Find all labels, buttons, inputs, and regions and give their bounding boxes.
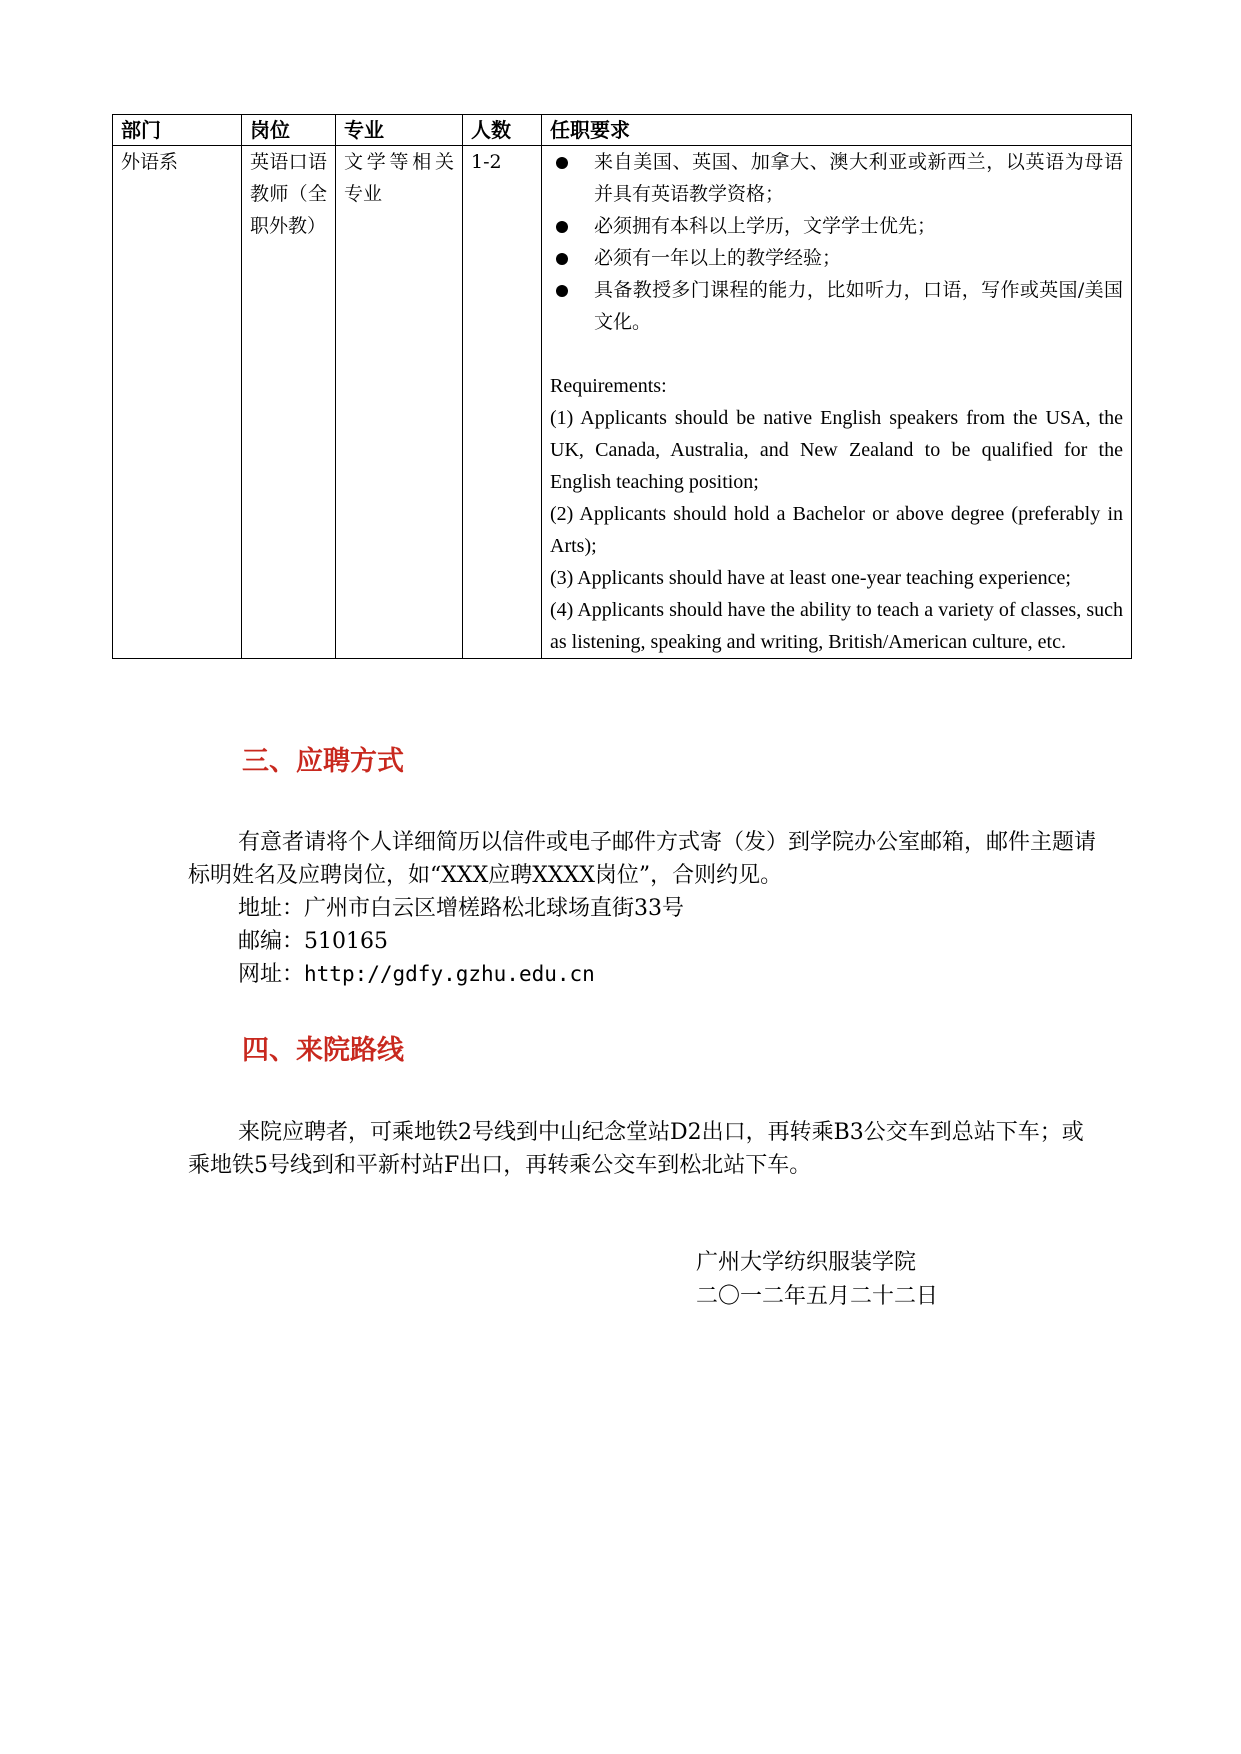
header-requirements: 任职要求: [542, 115, 1132, 146]
signature-date: 二〇一二年五月二十二日: [696, 1284, 939, 1309]
list-item: 必须拥有本科以上学历，文学学士优先；: [550, 210, 1123, 242]
requirements-en-title: Requirements:: [550, 375, 667, 397]
bullet-icon: [556, 221, 568, 233]
requirement-en-item: (2) Applicants should hold a Bachelor or above degree (preferably in Arts);: [550, 503, 1123, 557]
header-department: 部门: [113, 115, 242, 146]
requirements-en: [550, 370, 1123, 658]
address-line: 地址：广州市白云区增槎路松北球场直街33号: [238, 896, 684, 921]
signature-org: 广州大学纺织服装学院: [696, 1250, 917, 1275]
header-position: 岗位: [242, 115, 336, 146]
requirement-en-item: (3) Applicants should have at least one-year teaching experience;: [550, 567, 1071, 589]
bullet-icon: [556, 253, 568, 265]
job-table: [112, 114, 1132, 659]
list-item: 具备教授多门课程的能力，比如听力，口语，写作或英国/美国文化。: [550, 274, 1123, 338]
section-title-application: 三、应聘方式: [242, 746, 404, 777]
requirement-en-item: (1) Applicants should be native English speakers from the USA, the UK, Canada, Australia, and New Zealand to be qualified for the English teaching position;: [550, 407, 1123, 493]
header-major: 专业: [336, 115, 463, 146]
cell-position: 英语口语教师（全职外教）: [242, 146, 336, 659]
table-row: [113, 146, 1132, 659]
bullet-icon: [556, 157, 568, 169]
requirement-en-item: (4) Applicants should have the ability to teach a variety of classes, such as listening, speaking and writing, British/American culture, etc.: [550, 599, 1123, 653]
route-text: 来院应聘者，可乘地铁2号线到中山纪念堂站D2出口，再转乘B3公交车到总站下车；或乘地铁5号线到和平新村站F出口，再转乘公交车到松北站下车。: [188, 1120, 1084, 1178]
postcode-line: 邮编：510165: [238, 929, 388, 954]
section-title-route: 四、来院路线: [242, 1035, 404, 1066]
requirements-cn-list: [550, 146, 1123, 338]
cell-major: 文学等相关专业: [336, 146, 463, 659]
cell-requirements: [542, 146, 1132, 659]
cell-department: 外语系: [113, 146, 242, 659]
cell-count: 1-2: [463, 146, 542, 659]
table-header-row: [113, 115, 1132, 146]
website-link[interactable]: http://gdfy.gzhu.edu.cn: [304, 962, 595, 986]
website-line: 网址：http://gdfy.gzhu.edu.cn: [238, 962, 595, 987]
application-intro: 有意者请将个人详细简历以信件或电子邮件方式寄（发）到学院办公室邮箱，邮件主题请标明姓名及应聘岗位，如“XXX应聘XXXX岗位”，合则约见。: [188, 830, 1097, 888]
route-info: [188, 1116, 1098, 1182]
list-item: 必须有一年以上的教学经验；: [550, 242, 1123, 274]
application-info: [188, 826, 1098, 991]
signature-block: [696, 1246, 938, 1314]
bullet-icon: [556, 285, 568, 297]
postcode-value: 510165: [304, 929, 388, 954]
list-item: 来自美国、英国、加拿大、澳大利亚或新西兰，以英语为母语并具有英语教学资格；: [550, 146, 1123, 210]
header-count: 人数: [463, 115, 542, 146]
